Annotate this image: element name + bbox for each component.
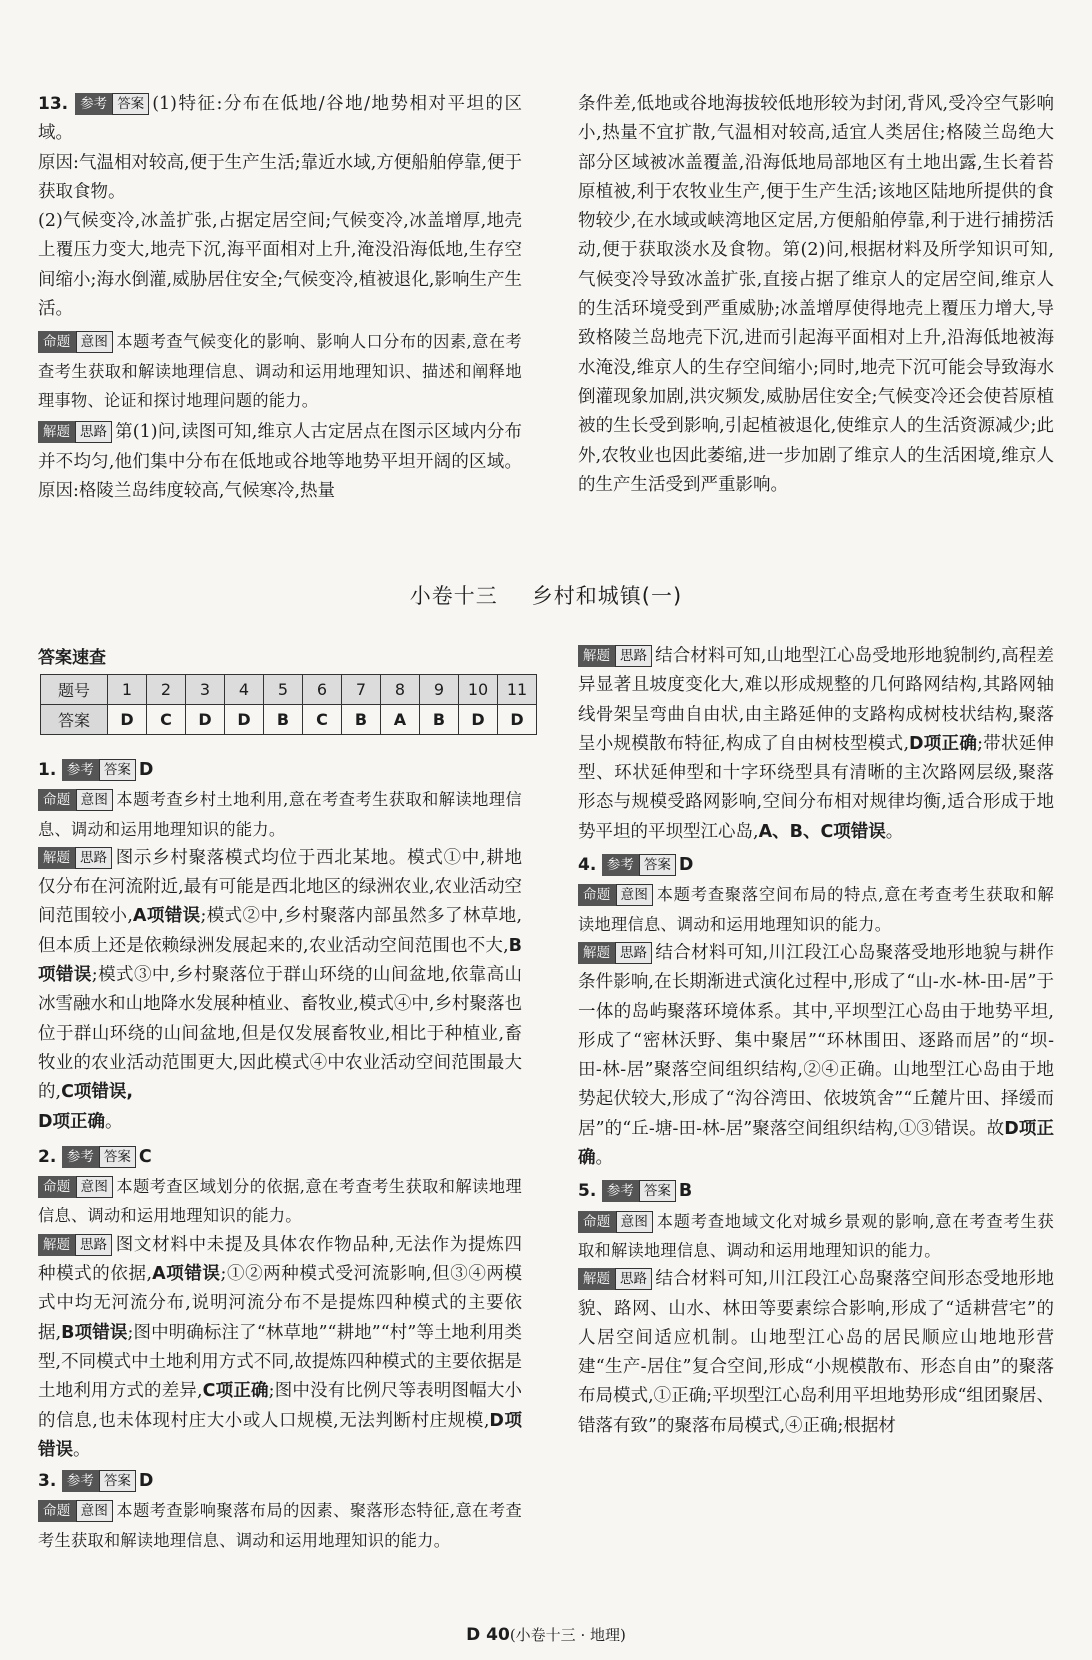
reference-answer-tag: 参考 答案 xyxy=(602,1180,676,1202)
q2-intent: 命题 意图 本题考查区域划分的依据,意在考查考生获取和解读地理信息、调动和运用地理知识的能力。 xyxy=(38,1177,522,1226)
q3-intent-start: 命题 意图 本题考查影响聚落布局的因素、聚落形态特征,意在考查考生获取和解读地理信息、调动和运用地理知识的能力。 xyxy=(38,1501,522,1550)
reference-answer-tag: 参考 答案 xyxy=(75,93,149,115)
idea-tag: 解题 思路 xyxy=(578,1268,652,1290)
table-cell: D xyxy=(186,705,225,735)
table-cell: 8 xyxy=(381,675,420,705)
row-label: 答案 xyxy=(41,705,108,735)
q1-q3-block xyxy=(38,756,522,1555)
table-cell: 11 xyxy=(498,675,537,705)
intent-tag: 命题 意图 xyxy=(38,331,113,353)
table-row xyxy=(41,675,537,705)
table-cell: 5 xyxy=(264,675,303,705)
table-cell: C xyxy=(147,705,186,735)
table-cell: D xyxy=(498,705,537,735)
table-cell: 1 xyxy=(108,675,147,705)
table-cell: 4 xyxy=(225,675,264,705)
idea-tag: 解题 思路 xyxy=(578,645,652,667)
table-cell: D xyxy=(108,705,147,735)
table-cell: 10 xyxy=(459,675,498,705)
table-cell: B xyxy=(264,705,303,735)
q5-idea: 解题 思路 结合材料可知,川江段江心岛聚落空间形态受地形地貌、路网、山水、林田等要素综合影响,形成了“适耕营宅”的人居空间适应机制。山地型江心岛的居民顺应山地地形营建“生产-居住”复合空间,形成“小规模散布、形态自由”的聚落布局模式,①正确;平坝型江心岛利用平坦地势形成“组团聚居、错落有致”的聚落布局模式,④正确;根据材 xyxy=(578,1269,1054,1436)
q13-part2: (2)气候变冷,冰盖扩张,占据定居空间;气候变冷,冰盖增厚,地壳上覆压力变大,地壳下沉,海平面相对上升,淹没沿海低地,生存空间缩小;海水倒灌,威胁居住安全;气候变冷,植被退化,影响生产生活。 xyxy=(38,211,522,320)
footer-subtitle: (小卷十三 · 地理) xyxy=(509,1626,626,1644)
idea-tag: 解题 思路 xyxy=(38,421,112,443)
quick-answer-heading: 答案速查 xyxy=(38,648,106,668)
q2-answer: 2. 参考 答案 C xyxy=(38,1146,152,1167)
reference-answer-tag: 参考 答案 xyxy=(602,854,676,876)
table-cell: 3 xyxy=(186,675,225,705)
table-cell: 7 xyxy=(342,675,381,705)
intent-tag: 命题 意图 xyxy=(38,1176,113,1198)
table-cell: D xyxy=(225,705,264,735)
table-row xyxy=(41,705,537,735)
q1-answer: 1. 参考 答案 D xyxy=(38,760,154,780)
row-label: 题号 xyxy=(41,675,108,705)
q13-block xyxy=(38,90,522,506)
page-footer xyxy=(0,1624,1092,1645)
page-number: D 40 xyxy=(466,1625,510,1645)
reference-answer-tag: 参考 答案 xyxy=(62,1470,136,1492)
q13-intent: 命题 意图 本题考查气候变化的影响、影响人口分布的因素,意在考查考生获取和解读地理信息、调动和运用地理知识、描述和阐释地理事物、论证和探讨地理问题的能力。 xyxy=(38,332,522,410)
q13-idea: 解题 思路 第(1)问,读图可知,维京人古定居点在图示区域内分布并不均匀,他们集中分布在低地或谷地等地势平坦开阔的区域。原因:格陵兰岛纬度较高,气候寒冷,热量 xyxy=(38,422,522,501)
q5-answer: 5. 参考 答案 B xyxy=(578,1181,693,1202)
reference-answer-tag: 参考 答案 xyxy=(62,759,136,781)
intent-tag: 命题 意图 xyxy=(38,1500,113,1522)
q4-answer: 4. 参考 答案 D xyxy=(578,855,694,876)
q2-idea: 解题 思路 图文材料中未提及具体农作物品种,无法作为提炼四种模式的依据,A项错误;①②两种模式受河流影响,但③④两模式中均无河流分布,说明河流分布不是提炼四种模式的主要依据,B项错误;图中明确标注了“林草地”“耕地”“村”等土地利用类型,不同模式中土地利用方式不同,故提炼四种模式的主要依据是土地利用方式的差异,C项正确;图中没有比例尺等表明图幅大小的信息,也未体现村庄大小或人口规模,无法判断村庄规模,D项错误。 xyxy=(38,1234,522,1460)
q3-answer: 3. 参考 答案 D xyxy=(38,1471,154,1492)
q3-idea: 解题 思路 结合材料可知,山地型江心岛受地形地貌制约,高程差异显著且坡度变化大,难以形成规整的几何路网结构,其路网轴线骨架呈弯曲自由状,由主路延伸的支路构成树枝状结构,聚落呈小规模散布特征,构成了自由树枝型模式,D项正确;带状延伸型、环状延伸型和十字环绕型具有清晰的主次路网层级,聚落形态与规模受路网影响,空间分布相对规律均衡,适合形成于地势平坦的平坝型江心岛,A、B、C项错误。 xyxy=(578,646,1055,842)
table-cell: B xyxy=(420,705,459,735)
idea-tag: 解题 思路 xyxy=(38,1234,112,1256)
table-cell: B xyxy=(342,705,381,735)
idea-tag: 解题 思路 xyxy=(38,847,112,869)
table-cell: D xyxy=(459,705,498,735)
table-cell: 2 xyxy=(147,675,186,705)
q13-idea-continued: 条件差,低地或谷地海拔较低地形较为封闭,背风,受冷空气影响小,热量不宜扩散,气温相对较高,适宜人类居住;格陵兰岛绝大部分区域被冰盖覆盖,沿海低地局部地区有土地出露,生长着苔原植被,利于农牧业生产,便于生产生活;该地区陆地所提供的食物较少,在水域或峡湾地区定居,方便船舶停靠,利于进行捕捞活动,便于获取淡水及食物。第(2)问,根据材料及所学知识可知,气候变冷导致冰盖扩张,直接占据了维京人的定居空间,维京人的生活环境受到严重威胁;冰盖增厚使得地壳上覆压力增大,导致格陵兰岛地壳下沉,进而引起海平面相对上升,沿海低地被海水淹没,维京人的生存空间缩小;同时,地壳下沉可能会导致海水倒灌现象加剧,洪灾频发,威胁居住安全;气候变冷还会使苔原植被的生长受到影响,引起植被退化,使维京人的生活资源减少;此外,农牧业也因此萎缩,进一步加剧了维京人的生活困境,维京人的生产生活受到严重影响。 xyxy=(578,94,1054,495)
question-number: 13. xyxy=(38,94,69,114)
table-cell: A xyxy=(381,705,420,735)
idea-tag: 解题 思路 xyxy=(578,942,652,964)
q3-q5-block xyxy=(578,642,1054,1441)
table-cell: 6 xyxy=(303,675,342,705)
q13-reason: 原因:气温相对较高,便于生产生活;靠近水域,方便船舶停靠,便于获取食物。 xyxy=(38,152,522,202)
intent-tag: 命题 意图 xyxy=(578,884,653,906)
quick-answer-table xyxy=(40,674,537,735)
q1-intent: 命题 意图 本题考查乡村土地利用,意在考查考生获取和解读地理信息、调动和运用地理知识的能力。 xyxy=(38,790,522,839)
table-cell: 9 xyxy=(420,675,459,705)
q4-idea: 解题 思路 结合材料可知,川江段江心岛聚落受地形地貌与耕作条件影响,在长期渐进式演化过程中,形成了“山-水-林-田-居”于一体的岛屿聚落环境体系。其中,平坝型江心岛由于地势平坦,形成了“密林沃野、集中聚居”“环林围田、逐路而居”的“坝-田-林-居”聚落空间组织结构,②④正确。山地型江心岛由于地势起伏较大,形成了“沟谷湾田、依坡筑舍”“丘麓片田、择缓而居”的“丘-塘-田-林-居”聚落空间组织结构,①③错误。故D项正确。 xyxy=(578,942,1054,1169)
q4-intent: 命题 意图 本题考查聚落空间布局的特点,意在考查考生获取和解读地理信息、调动和运用地理知识的能力。 xyxy=(578,885,1054,934)
q13-continued xyxy=(578,90,1054,500)
q13-answer: 13. 参考 答案 (1)特征:分布在低地/谷地/地势相对平坦的区域。 xyxy=(38,94,522,144)
reference-answer-tag: 参考 答案 xyxy=(62,1146,136,1168)
q1-idea: 解题 思路 图示乡村聚落模式均位于西北某地。模式①中,耕地仅分布在河流附近,最有可能是西北地区的绿洲农业,农业活动空间范围较小,A项错误;模式②中,乡村聚落内部虽然多了林草地,但本质上还是依赖绿洲发展起来的,农业活动空间范围也不大,B项错误;模式③中,乡村聚落位于群山环绕的山间盆地,依靠高山冰雪融水和山地降水发展种植业、畜牧业,模式④中,乡村聚落也位于群山环绕的山间盆地,但是仅发展畜牧业,相比于种植业,畜牧业的农业活动范围更大,因此模式④中农业活动空间范围最大的,C项错误, D项正确。 xyxy=(38,847,523,1132)
q5-intent: 命题 意图 本题考查地域文化对城乡景观的影响,意在考查考生获取和解读地理信息、调动和运用地理知识的能力。 xyxy=(578,1211,1054,1260)
intent-tag: 命题 意图 xyxy=(38,789,113,811)
section-title: 小卷十三 乡村和城镇(一) xyxy=(409,584,683,608)
intent-tag: 命题 意图 xyxy=(578,1211,653,1233)
table-cell: C xyxy=(303,705,342,735)
